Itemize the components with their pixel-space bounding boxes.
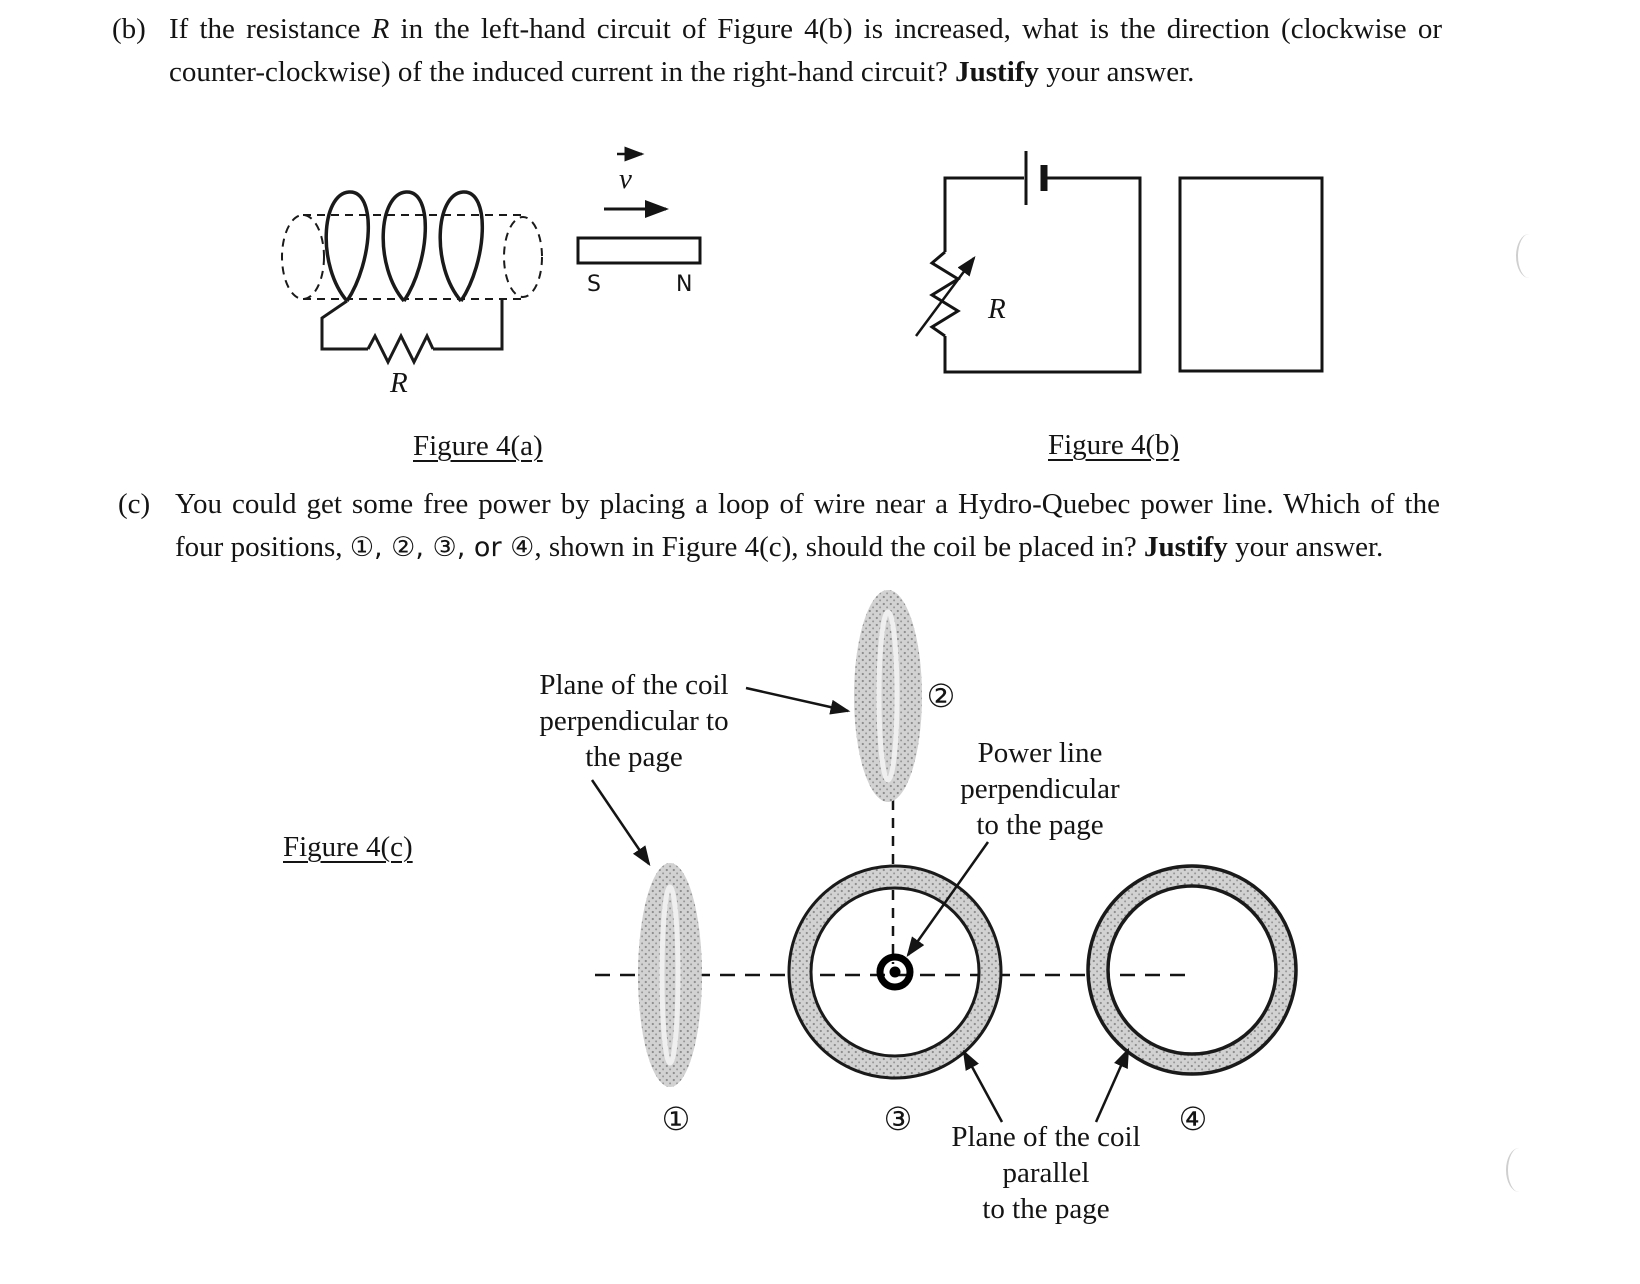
question-b-justify: Justify [955, 56, 1039, 88]
question-b-label: (b) [112, 13, 146, 45]
magnet-south-label: S [587, 272, 601, 297]
solenoid-right-end [504, 217, 542, 297]
figure-4b-drawing [900, 138, 1360, 390]
ann-power-line3: to the page [976, 809, 1104, 841]
wire-top-left [945, 178, 1024, 252]
velocity-arrow [604, 154, 666, 209]
scan-artifact [1506, 1148, 1532, 1192]
question-b-t3: your answer. [1038, 56, 1195, 88]
question-c [118, 483, 1440, 569]
coil-turn-1 [326, 192, 368, 301]
question-c-t3: your answer. [1227, 531, 1384, 563]
arrow-to-coil-2 [746, 688, 848, 711]
question-b-var-r: R [371, 13, 390, 45]
source-circuit [916, 151, 1140, 372]
coil-2-body [854, 590, 922, 802]
ann-perp-line2: perpendicular to [539, 705, 729, 737]
figure-4a-resistor-label: R [390, 367, 408, 399]
figure-4b-resistor-label: R [988, 293, 1006, 325]
question-b-t1: If the resistance [169, 13, 372, 45]
question-c-positions: ①, ②, ③, or ④ [349, 532, 535, 563]
question-b [112, 8, 1442, 94]
question-c-text [118, 483, 1440, 569]
coil-1-body [638, 863, 702, 1087]
figure-4c-drawing [520, 565, 1365, 1265]
ann-perp-line3: the page [585, 741, 683, 773]
question-c-t1: You could get some free power by placing a loop of wire near a Hydro-Quebec power line. Which of the four positions, [175, 488, 1440, 563]
arrow-to-coil-4-rim [1096, 1050, 1128, 1122]
coil-4-outer-edge [1088, 866, 1296, 1074]
lead-wire-left [322, 301, 368, 349]
ann-parallel-line2: parallel [1002, 1157, 1090, 1189]
question-b-text [112, 8, 1442, 94]
question-b-t2: in the left-hand circuit of Figure 4(b) is increased, what is the direction (clockwise or counter-clockwise) of the induced current in the right-hand circuit? [169, 13, 1442, 88]
resistor-zigzag [368, 336, 433, 362]
coil-4 [1088, 866, 1296, 1074]
figure-4c-caption: Figure 4(c) [283, 831, 413, 863]
ann-power-line1: Power line [977, 737, 1103, 769]
coil-4-number: ④ [1178, 1100, 1208, 1138]
arrow-to-coil-1 [592, 780, 649, 864]
coil-4-ring [1098, 876, 1286, 1064]
bar-magnet [578, 238, 700, 297]
ann-parallel-line3: to the page [982, 1193, 1110, 1225]
variable-resistor-zigzag [932, 252, 958, 336]
velocity-label: v [619, 163, 632, 195]
ann-power-line2: perpendicular [960, 773, 1120, 805]
magnet-north-label: N [676, 272, 693, 297]
coil-2 [854, 590, 922, 802]
wire-bottom-right [945, 178, 1140, 372]
arrow-to-coil-3-rim [964, 1052, 1002, 1122]
coil-turn-3 [440, 192, 482, 301]
magnet-body [578, 238, 700, 263]
coil-2-number: ② [926, 677, 956, 715]
lead-wire-right [433, 300, 502, 349]
scan-artifact [1516, 234, 1542, 278]
question-c-justify: Justify [1144, 531, 1228, 563]
power-line-dot [890, 967, 901, 978]
solenoid-coil [282, 192, 542, 362]
figure-4a-drawing [250, 138, 750, 410]
coil-1-number: ① [661, 1100, 691, 1138]
ann-parallel-line1: Plane of the coil [951, 1121, 1141, 1153]
ann-perp-line1: Plane of the coil [539, 669, 729, 701]
figure-4b-caption: Figure 4(b) [1048, 429, 1180, 461]
induced-loop [1180, 178, 1322, 371]
coil-4-inner-edge [1108, 886, 1276, 1054]
power-line-cross-section [880, 957, 910, 987]
coil-1 [638, 863, 702, 1087]
question-c-t2: , shown in Figure 4(c), should the coil be placed in? [534, 531, 1145, 563]
question-c-label: (c) [118, 488, 151, 520]
coil-turn-2 [383, 192, 425, 301]
solenoid-left-end [282, 215, 324, 299]
coil-3-number: ③ [883, 1100, 913, 1138]
figure-4a-caption: Figure 4(a) [413, 430, 543, 462]
